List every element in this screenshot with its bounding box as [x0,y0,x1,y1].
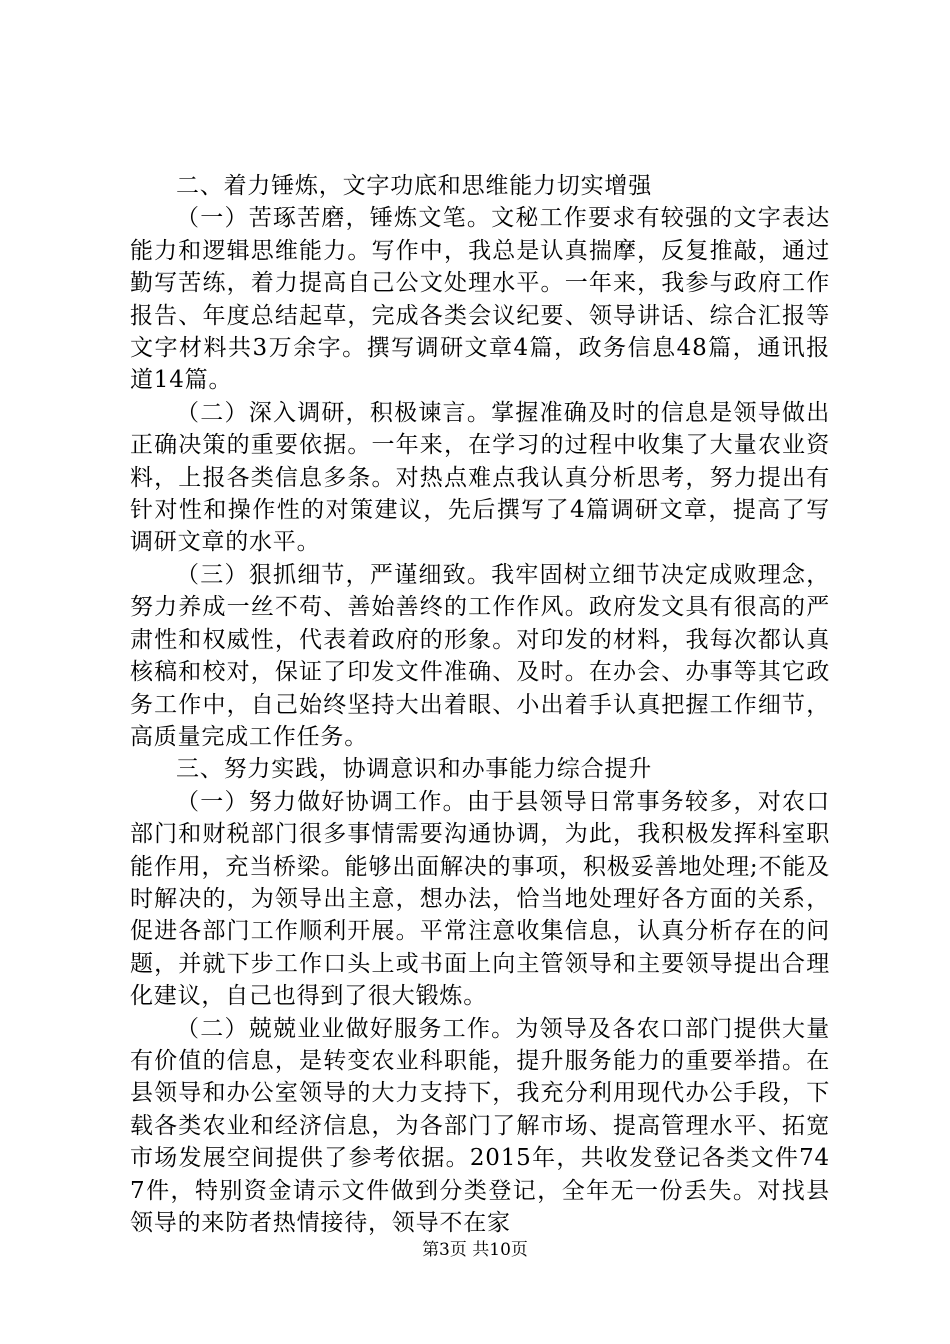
paragraph-2-2: （二）深入调研，积极谏言。掌握准确及时的信息是领导做出正确决策的重要依据。一年来，在学习的过程中收集了大量农业资料，上报各类信息多条。对热点难点我认真分析思考，努力提出有针对性和操作性的对策建议，先后撰写了4篇调研文章，提高了写调研文章的水平。 [130,399,830,556]
page-footer: 第3页 共10页 [422,1240,528,1260]
section-heading-2: 二、着力锤炼，文字功底和思维能力切实增强 [176,173,652,199]
paragraph-3-2: （二）兢兢业业做好服务工作。为领导及各农口部门提供大量有价值的信息，是转变农业科职能，提升服务能力的重要举措。在县领导和办公室领导的大力支持下，我充分利用现代办公手段，下载各类农业和经济信息，为各部门了解市场、提高管理水平、拓宽市场发展空间提供了参考依据。2015年，共收发登记各类文件747件，特别资金请示文件做到分类登记，全年无一份丢失。对找县领导的来防者热情接待，领导不在家 [130,1015,830,1236]
paragraph-2-1: （一）苦琢苦磨，锤炼文笔。文秘工作要求有较强的文字表达能力和逻辑思维能力。写作中，我总是认真揣摩，反复推敲，通过勤写苦练，着力提高自己公文处理水平。一年来，我参与政府工作报告、年度总结起草，完成各类会议纪要、领导讲话、综合汇报等文字材料共3万余字。撰写调研文章4篇，政务信息48篇，通讯报道14篇。 [130,205,830,394]
section-heading-3: 三、努力实践，协调意识和办事能力综合提升 [176,756,652,783]
document-body [130,170,830,1239]
paragraph-3-1: （一）努力做好协调工作。由于县领导日常事务较多，对农口部门和财税部门很多事情需要沟通协调，为此，我积极发挥科室职能作用，充当桥梁。能够出面解决的事项，积极妥善地处理;不能及时解决的，为领导出主意，想办法，恰当地处理好各方面的关系，促进各部门工作顺利开展。平常注意收集信息，认真分析存在的问题，并就下步工作口头上或书面上向主管领导和主要领导提出合理化建议，自己也得到了很大锻炼。 [130,788,830,1010]
paragraph-2-3: （三）狠抓细节，严谨细致。我牢固树立细节决定成败理念，努力养成一丝不苟、善始善终的工作作风。政府发文具有很高的严肃性和权威性，代表着政府的形象。对印发的材料，我每次都认真核稿和校对，保证了印发文件准确、及时。在办会、办事等其它政务工作中，自己始终坚持大出着眼、小出着手认真把握工作细节，高质量完成工作任务。 [130,561,830,750]
